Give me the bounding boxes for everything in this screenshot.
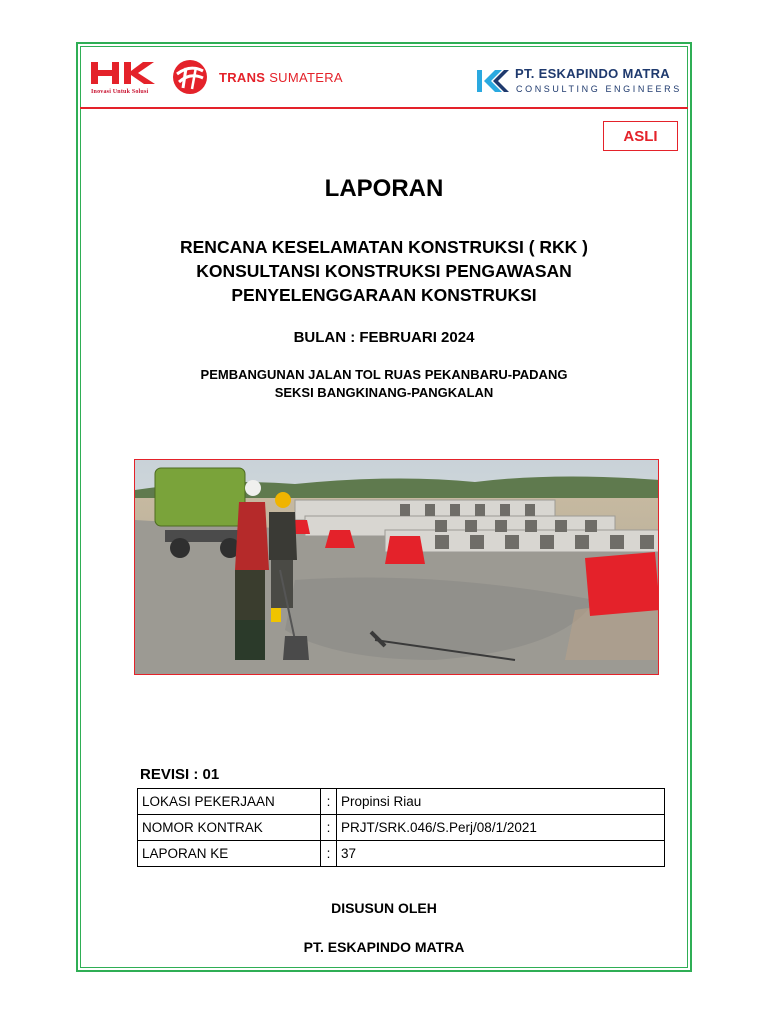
- subtitle-line: RENCANA KESELAMATAN KONSTRUKSI ( RKK ): [180, 237, 588, 257]
- eskapindo-logo: [475, 66, 511, 96]
- info-separator: :: [321, 815, 337, 841]
- project-line: PEMBANGUNAN JALAN TOL RUAS PEKANBARU-PADANG: [200, 367, 568, 382]
- header-divider: [80, 107, 688, 109]
- info-separator: :: [321, 841, 337, 867]
- subtitle-line: KONSULTANSI KONSTRUKSI PENGAWASAN: [196, 261, 572, 281]
- trans-sumatera-wordmark: TRANS SUMATERA: [219, 70, 343, 85]
- consultant-name: PT. ESKAPINDO MATRA: [515, 66, 670, 81]
- prepared-by-label: DISUSUN OLEH: [331, 900, 437, 916]
- table-row: [138, 841, 665, 867]
- report-header: [80, 48, 688, 108]
- report-subtitle: [80, 235, 688, 307]
- revision-label: REVISI : 01: [140, 766, 220, 783]
- info-value: 37: [337, 841, 665, 867]
- subtitle-line: PENYELENGGARAAN KONSTRUKSI: [231, 285, 537, 305]
- original-badge: ASLI: [603, 121, 678, 151]
- site-photo-illustration: [135, 460, 659, 675]
- table-row: [138, 815, 665, 841]
- hutama-karya-logo: [88, 58, 160, 88]
- info-separator: :: [321, 789, 337, 815]
- info-label: LAPORAN KE: [138, 841, 321, 867]
- info-value: Propinsi Riau: [337, 789, 665, 815]
- info-value: PRJT/SRK.046/S.Perj/08/1/2021: [337, 815, 665, 841]
- table-row: [138, 789, 665, 815]
- info-label: NOMOR KONTRAK: [138, 815, 321, 841]
- trans-sumatera-logo: [171, 58, 209, 96]
- info-label: LOKASI PEKERJAAN: [138, 789, 321, 815]
- prepared-by-company: PT. ESKAPINDO MATRA: [303, 939, 465, 955]
- project-line: SEKSI BANGKINANG-PANGKALAN: [274, 385, 494, 400]
- hk-tagline: Inovasi Untuk Solusi: [91, 89, 149, 95]
- worker-1: [235, 480, 269, 660]
- project-name: [80, 366, 688, 402]
- site-photo: [134, 459, 659, 675]
- report-info-table: [137, 788, 665, 867]
- report-title: LAPORAN: [324, 175, 444, 202]
- report-month: BULAN : FEBRUARI 2024: [293, 329, 475, 346]
- consultant-subtitle: CONSULTING ENGINEERS: [516, 84, 682, 94]
